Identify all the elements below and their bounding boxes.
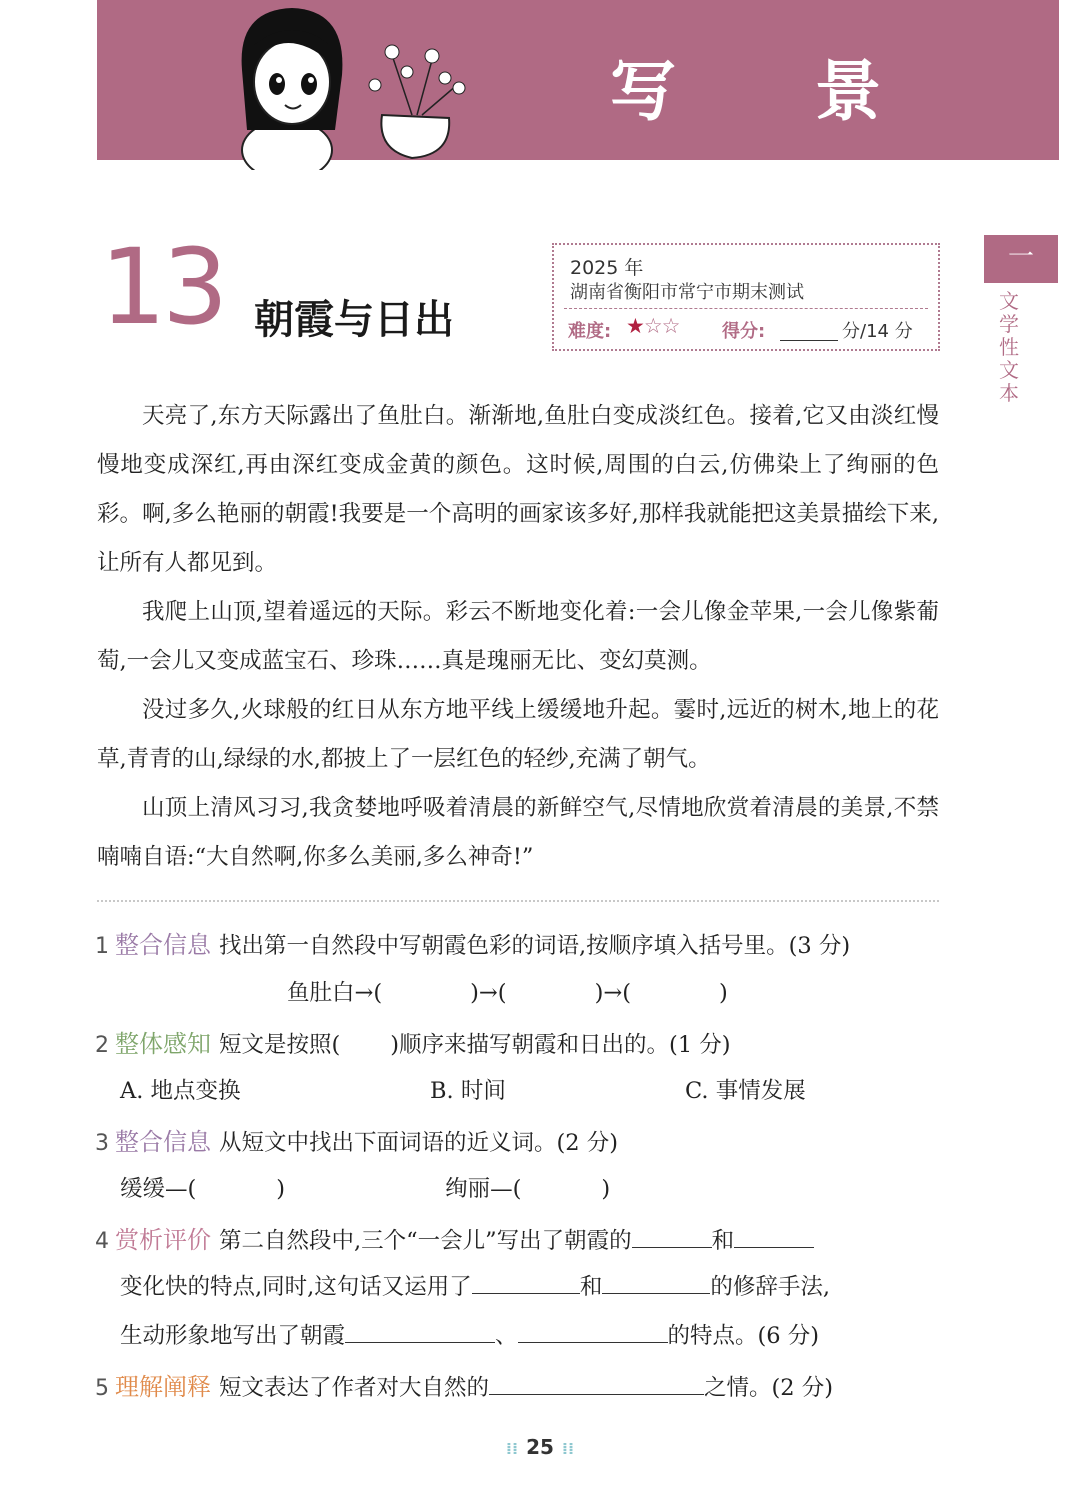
question-text: 短文表达了作者对大自然的 bbox=[219, 1375, 490, 1401]
lesson-number: 13 bbox=[100, 226, 225, 348]
question-category: 整体感知 bbox=[115, 1030, 211, 1058]
answer-blank[interactable] bbox=[602, 1271, 710, 1294]
page-ornament-icon: ⁞⁞ bbox=[505, 1439, 519, 1458]
header-banner bbox=[97, 0, 1059, 160]
question-1-answer-row bbox=[287, 975, 1080, 1007]
question-1 bbox=[95, 925, 945, 960]
question-4 bbox=[95, 1220, 945, 1255]
girl-with-flowers-illustration bbox=[217, 0, 477, 170]
star-filled-icon: ★ bbox=[626, 314, 644, 338]
section-title: 写 景 bbox=[610, 53, 939, 130]
info-divider bbox=[564, 308, 928, 309]
reading-passage bbox=[97, 392, 939, 882]
question-text: 的修辞手法, bbox=[710, 1274, 830, 1300]
question-text: 找出第一自然段中写朝霞色彩的词语,按顺序填入括号里。(3 分) bbox=[219, 933, 851, 959]
question-number: 1 bbox=[95, 934, 109, 959]
question-text: 、 bbox=[495, 1323, 518, 1349]
page-number: 25 bbox=[526, 1435, 554, 1459]
chapter-category-label: 文学性文本 bbox=[999, 289, 1019, 405]
difficulty-label: 难度: bbox=[568, 321, 612, 342]
synonym-word: 缓缓—( bbox=[120, 1176, 197, 1202]
question-text: 和 bbox=[711, 1228, 735, 1254]
question-5 bbox=[95, 1367, 945, 1402]
passage-paragraph: 我爬上山顶,望着遥远的天际。彩云不断地变化着:一会儿像金苹果,一会儿像紫葡萄,一会儿又变成蓝宝石、珍珠……真是瑰丽无比、变幻莫测。 bbox=[97, 599, 939, 674]
question-2-options bbox=[120, 1073, 970, 1105]
score-label: 得分: bbox=[722, 321, 766, 342]
passage-paragraph: 没过多久,火球般的红日从东方地平线上缓缓地升起。霎时,远近的树木,地上的花草,青青的山,绿绿的水,都披上了一层红色的轻纱,充满了朝气。 bbox=[97, 697, 939, 772]
score-total: 分/14 分 bbox=[842, 321, 913, 342]
question-3 bbox=[95, 1122, 945, 1157]
close-paren: ) bbox=[718, 980, 728, 1006]
question-text: 短文是按照( bbox=[219, 1032, 341, 1058]
question-text: 从短文中找出下面词语的近义词。(2 分) bbox=[219, 1130, 619, 1156]
page-ornament-icon: ⁞⁞ bbox=[561, 1439, 575, 1458]
answer-blank[interactable] bbox=[489, 1372, 704, 1395]
question-text: 变化快的特点,同时,这句话又运用了 bbox=[120, 1274, 472, 1300]
question-text: 生动形象地写出了朝霞 bbox=[120, 1323, 346, 1349]
synonym-word: 绚丽—( bbox=[445, 1176, 522, 1202]
answer-blank[interactable] bbox=[632, 1225, 712, 1248]
answer-blank[interactable] bbox=[472, 1271, 580, 1294]
star-empty-icon: ☆ bbox=[661, 314, 680, 338]
question-number: 5 bbox=[95, 1376, 109, 1401]
question-number: 3 bbox=[95, 1131, 109, 1156]
question-category: 赏析评价 bbox=[115, 1226, 211, 1254]
score-blank[interactable] bbox=[780, 340, 838, 341]
option-b[interactable]: B. 时间 bbox=[430, 1078, 506, 1104]
question-number: 4 bbox=[95, 1229, 109, 1254]
question-text: 和 bbox=[579, 1274, 603, 1300]
lesson-title: 朝霞与日出 bbox=[254, 297, 454, 343]
answer-prefix: 鱼肚白→( bbox=[287, 980, 383, 1006]
passage-paragraph: 天亮了,东方天际露出了鱼肚白。渐渐地,鱼肚白变成淡红色。接着,它又由淡红慢慢地变成深红,再由深红变成金黄的颜色。这时候,周围的白云,仿佛染上了绚丽的色彩。啊,多么艳丽的朝霞!我要是一个高明的画家该多好,那样我就能把这美景描绘下来,让所有人都见到。 bbox=[97, 403, 939, 576]
question-2 bbox=[95, 1024, 945, 1059]
question-category: 整合信息 bbox=[115, 1128, 211, 1156]
question-category: 整合信息 bbox=[115, 931, 211, 959]
close-paren: ) bbox=[601, 1176, 611, 1202]
passage-paragraph: 山顶上清风习习,我贪婪地呼吸着清晨的新鲜空气,尽情地欣赏着清晨的美景,不禁喃喃自语:“大自然啊,你多么美丽,多么神奇!” bbox=[97, 795, 939, 870]
option-c[interactable]: C. 事情发展 bbox=[685, 1078, 806, 1104]
question-3-answers bbox=[120, 1171, 970, 1203]
exam-source: 湖南省衡阳市常宁市期末测试 bbox=[570, 282, 804, 303]
question-text: 第二自然段中,三个“一会儿”写出了朝霞的 bbox=[219, 1228, 632, 1254]
answer-blank[interactable] bbox=[345, 1320, 495, 1343]
arrow-paren: )→( bbox=[594, 980, 631, 1006]
page-footer bbox=[0, 1435, 1080, 1459]
star-empty-icon: ☆ bbox=[643, 314, 662, 338]
option-a[interactable]: A. 地点变换 bbox=[120, 1078, 241, 1104]
question-number: 2 bbox=[95, 1033, 109, 1058]
exam-info-box bbox=[552, 243, 940, 351]
question-4-line-2 bbox=[120, 1269, 970, 1301]
question-text: 之情。(2 分) bbox=[704, 1375, 834, 1401]
close-paren: ) bbox=[276, 1176, 286, 1202]
difficulty-rating bbox=[626, 314, 679, 338]
answer-blank[interactable] bbox=[734, 1225, 814, 1248]
question-text: )顺序来描写朝霞和日出的。(1 分) bbox=[390, 1032, 731, 1058]
chapter-tab: 一 bbox=[984, 235, 1058, 283]
arrow-paren: )→( bbox=[470, 980, 507, 1006]
question-text: 的特点。(6 分) bbox=[667, 1323, 820, 1349]
question-category: 理解阐释 bbox=[115, 1373, 211, 1401]
section-divider bbox=[97, 900, 939, 902]
exam-year: 2025 年 bbox=[570, 257, 644, 279]
answer-blank[interactable] bbox=[518, 1320, 668, 1343]
question-4-line-3 bbox=[120, 1318, 970, 1350]
